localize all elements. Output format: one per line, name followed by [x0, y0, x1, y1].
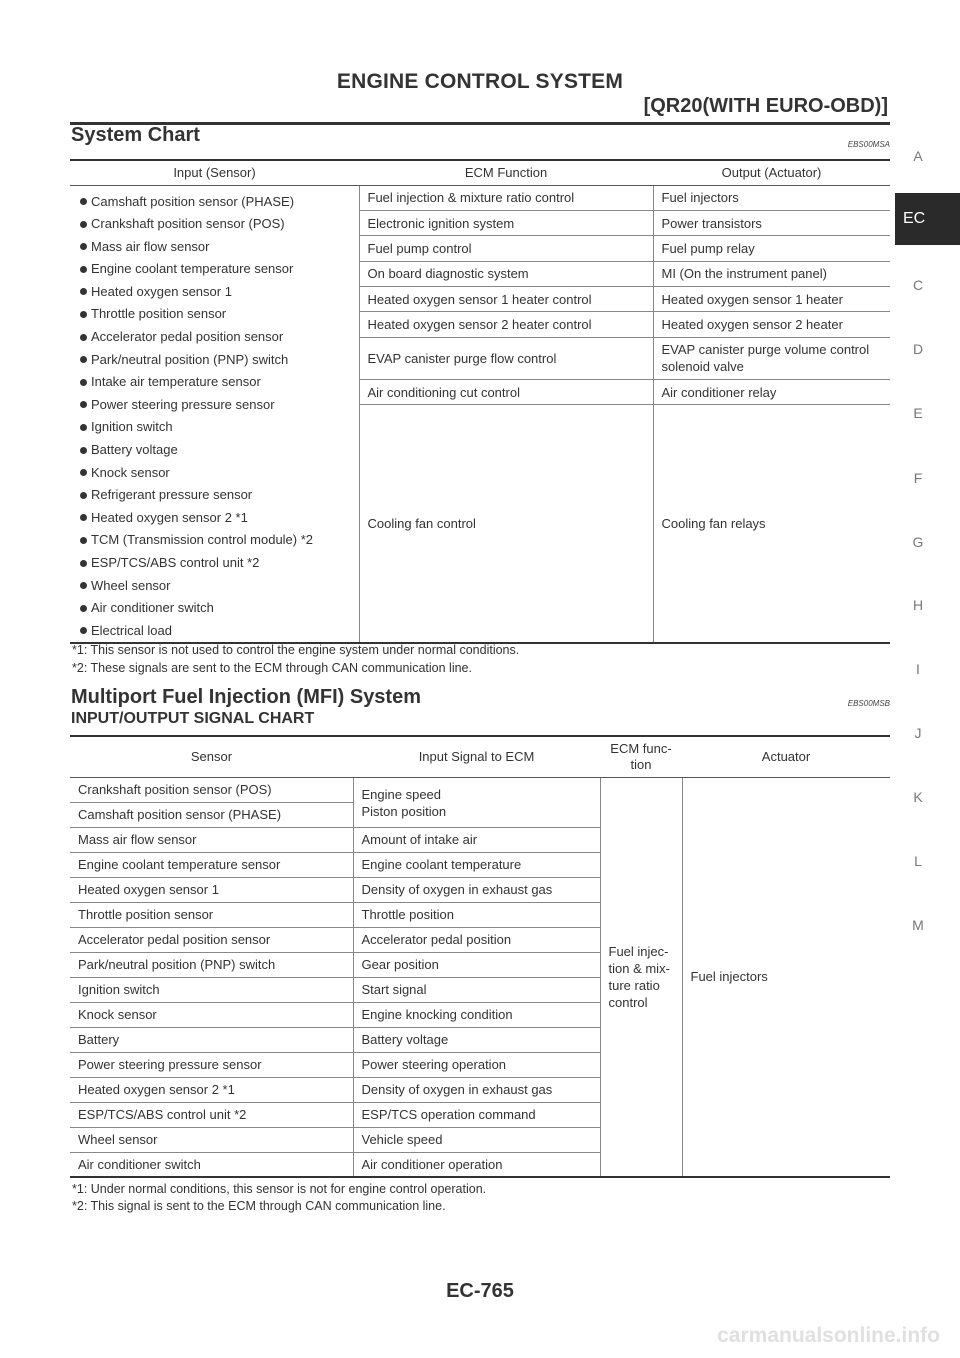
column-header-actuator: Actuator — [682, 736, 890, 777]
side-index-tab-f[interactable]: F — [913, 470, 923, 486]
output-actuator-cell: Heated oxygen sensor 2 heater — [653, 312, 890, 337]
ecm-function-cell: Electronic ignition system — [359, 210, 653, 235]
bullet-icon — [80, 288, 87, 295]
signal-chart-subtitle: INPUT/OUTPUT SIGNAL CHART — [71, 710, 315, 727]
side-index-tab-c[interactable]: C — [912, 277, 924, 293]
side-index-tab-h[interactable]: H — [912, 597, 924, 613]
bullet-icon — [80, 266, 87, 273]
input-signal-cell: Engine knocking condition — [353, 1002, 600, 1027]
bullet-icon — [80, 379, 87, 386]
list-item: Heated oxygen sensor 1 — [78, 281, 359, 304]
bullet-icon — [80, 469, 87, 476]
input-signal-cell: Density of oxygen in exhaust gas — [353, 1077, 600, 1102]
output-actuator-cell: Cooling fan relays — [653, 405, 890, 643]
document-title: ENGINE CONTROL SYSTEM — [336, 70, 624, 93]
system-chart-note-2: *2: These signals are sent to the ECM through CAN communication line. — [72, 661, 472, 675]
sensor-cell: Engine coolant temperature sensor — [70, 852, 353, 877]
table-header-row — [70, 736, 890, 777]
list-item: Mass air flow sensor — [78, 236, 359, 259]
input-signal-cell: ESP/TCS operation command — [353, 1102, 600, 1127]
bullet-icon — [80, 401, 87, 408]
system-chart-note-1: *1: This sensor is not used to control the engine system under normal conditions. — [72, 643, 520, 657]
side-index-tab-ec-active[interactable]: EC — [895, 193, 960, 245]
side-index-tab-i[interactable]: I — [916, 661, 920, 677]
bullet-icon — [80, 447, 87, 454]
input-signal-cell: Vehicle speed — [353, 1127, 600, 1152]
bullet-icon — [80, 243, 87, 250]
column-header-ecm-function: ECM func- tion — [600, 736, 682, 777]
ecm-function-cell: Fuel injection & mixture ratio control — [359, 185, 653, 210]
list-item: ESP/TCS/ABS control unit *2 — [78, 552, 359, 575]
list-item: Knock sensor — [78, 462, 359, 485]
sensor-cell: Heated oxygen sensor 1 — [70, 877, 353, 902]
bullet-icon — [80, 311, 87, 318]
list-item: Park/neutral position (PNP) switch — [78, 349, 359, 372]
list-item: Wheel sensor — [78, 575, 359, 598]
signal-chart-note-1: *1: Under normal conditions, this sensor is not for engine control operation. — [72, 1182, 487, 1196]
column-header-input: Input (Sensor) — [70, 160, 359, 185]
system-chart-table — [70, 159, 890, 644]
input-signal-cell: Throttle position — [353, 902, 600, 927]
system-chart-code: EBS00MSA — [847, 140, 890, 149]
input-signal-cell: Gear position — [353, 952, 600, 977]
list-item: TCM (Transmission control module) *2 — [78, 529, 359, 552]
column-header-function: ECM Function — [359, 160, 653, 185]
table-row — [70, 777, 890, 802]
list-item: Power steering pressure sensor — [78, 394, 359, 417]
mfi-section-title: Multiport Fuel Injection (MFI) System — [71, 686, 421, 708]
side-index-tab-e[interactable]: E — [913, 405, 923, 421]
ecm-function-cell: Fuel injec- tion & mix- ture ratio control — [600, 777, 682, 1177]
ecm-function-cell: Heated oxygen sensor 1 heater control — [359, 286, 653, 311]
sensor-cell: Crankshaft position sensor (POS) — [70, 777, 353, 802]
side-index-tab-j[interactable]: J — [914, 725, 922, 741]
output-actuator-cell: Fuel injectors — [653, 185, 890, 210]
sensor-cell: Camshaft position sensor (PHASE) — [70, 802, 353, 827]
column-header-output: Output (Actuator) — [653, 160, 890, 185]
input-sensor-list-cell — [70, 185, 359, 643]
ecm-function-cell: Heated oxygen sensor 2 heater control — [359, 312, 653, 337]
output-actuator-cell: EVAP canister purge volume control solenoid valve — [653, 337, 890, 380]
output-actuator-cell: MI (On the instrument panel) — [653, 261, 890, 286]
bullet-icon — [80, 605, 87, 612]
bullet-icon — [80, 221, 87, 228]
list-item: Electrical load — [78, 620, 359, 643]
bullet-icon — [80, 356, 87, 363]
bullet-icon — [80, 424, 87, 431]
input-signal-cell: Engine speed Piston position — [353, 777, 600, 827]
input-signal-cell: Power steering operation — [353, 1052, 600, 1077]
bullet-icon — [80, 334, 87, 341]
output-actuator-cell: Fuel pump relay — [653, 236, 890, 261]
watermark: carmanualsonline.info — [717, 1324, 940, 1347]
bullet-icon — [80, 560, 87, 567]
output-actuator-cell: Air conditioner relay — [653, 380, 890, 405]
bullet-icon — [80, 582, 87, 589]
sensor-cell: Wheel sensor — [70, 1127, 353, 1152]
sensor-cell: Knock sensor — [70, 1002, 353, 1027]
bullet-icon — [80, 537, 87, 544]
table-header-row — [70, 160, 890, 185]
side-index-tab-g[interactable]: G — [912, 534, 924, 550]
side-index-tab-a[interactable]: A — [913, 148, 923, 164]
side-index-tab-k[interactable]: K — [913, 789, 923, 805]
input-output-signal-table — [70, 735, 890, 1178]
page-number: EC-765 — [446, 1280, 514, 1302]
output-actuator-cell: Power transistors — [653, 210, 890, 235]
output-actuator-cell: Heated oxygen sensor 1 heater — [653, 286, 890, 311]
sensor-cell: Throttle position sensor — [70, 902, 353, 927]
bullet-icon — [80, 492, 87, 499]
ecm-function-cell: Air conditioning cut control — [359, 380, 653, 405]
engine-variant-subtitle: [QR20(WITH EURO-OBD)] — [643, 95, 888, 117]
sensor-cell: Heated oxygen sensor 2 *1 — [70, 1077, 353, 1102]
bullet-icon — [80, 627, 87, 634]
list-item: Air conditioner switch — [78, 597, 359, 620]
list-item: Accelerator pedal position sensor — [78, 326, 359, 349]
input-signal-cell: Amount of intake air — [353, 827, 600, 852]
input-signal-cell: Accelerator pedal position — [353, 927, 600, 952]
side-index-tab-d[interactable]: D — [912, 341, 924, 357]
input-signal-cell: Battery voltage — [353, 1027, 600, 1052]
bullet-icon — [80, 514, 87, 521]
sensor-cell: Ignition switch — [70, 977, 353, 1002]
ecm-function-cell: Fuel pump control — [359, 236, 653, 261]
list-item: Camshaft position sensor (PHASE) — [78, 191, 359, 214]
ecm-function-cell: On board diagnostic system — [359, 261, 653, 286]
list-item: Refrigerant pressure sensor — [78, 484, 359, 507]
input-signal-cell: Engine coolant temperature — [353, 852, 600, 877]
sensor-cell: Air conditioner switch — [78, 1156, 201, 1172]
input-sensor-list — [78, 191, 359, 643]
actuator-cell: Fuel injectors — [682, 777, 890, 1177]
bullet-icon — [80, 198, 87, 205]
table-row — [70, 185, 890, 210]
column-header-input-signal: Input Signal to ECM — [353, 736, 600, 777]
list-item: Ignition switch — [78, 416, 359, 439]
sensor-cell: Park/neutral position (PNP) switch — [70, 952, 353, 977]
list-item: Heated oxygen sensor 2 *1 — [78, 507, 359, 530]
ecm-function-cell: EVAP canister purge flow control — [359, 337, 653, 380]
list-item: Intake air temperature sensor — [78, 371, 359, 394]
sensor-cell: Battery — [70, 1027, 353, 1052]
list-item: Engine coolant temperature sensor — [78, 258, 359, 281]
sensor-cell: ESP/TCS/ABS control unit *2 — [70, 1102, 353, 1127]
side-index-tab-m[interactable]: M — [912, 917, 924, 933]
sensor-cell: Mass air flow sensor — [70, 827, 353, 852]
side-index-tab-l[interactable]: L — [914, 853, 922, 869]
input-signal-cell: Density of oxygen in exhaust gas — [353, 877, 600, 902]
signal-chart-note-2: *2: This signal is sent to the ECM through CAN communication line. — [72, 1199, 446, 1213]
list-item: Battery voltage — [78, 439, 359, 462]
sensor-cell: Accelerator pedal position sensor — [70, 927, 353, 952]
input-signal-cell: Start signal — [353, 977, 600, 1002]
list-item: Throttle position sensor — [78, 303, 359, 326]
column-header-sensor: Sensor — [70, 736, 353, 777]
ecm-function-cell: Cooling fan control — [359, 405, 653, 643]
system-chart-title: System Chart — [71, 124, 200, 146]
sensor-cell: Power steering pressure sensor — [70, 1052, 353, 1077]
mfi-section-code: EBS00MSB — [847, 699, 890, 708]
list-item: Crankshaft position sensor (POS) — [78, 213, 359, 236]
input-signal-cell: Air conditioner operation — [353, 1152, 600, 1177]
